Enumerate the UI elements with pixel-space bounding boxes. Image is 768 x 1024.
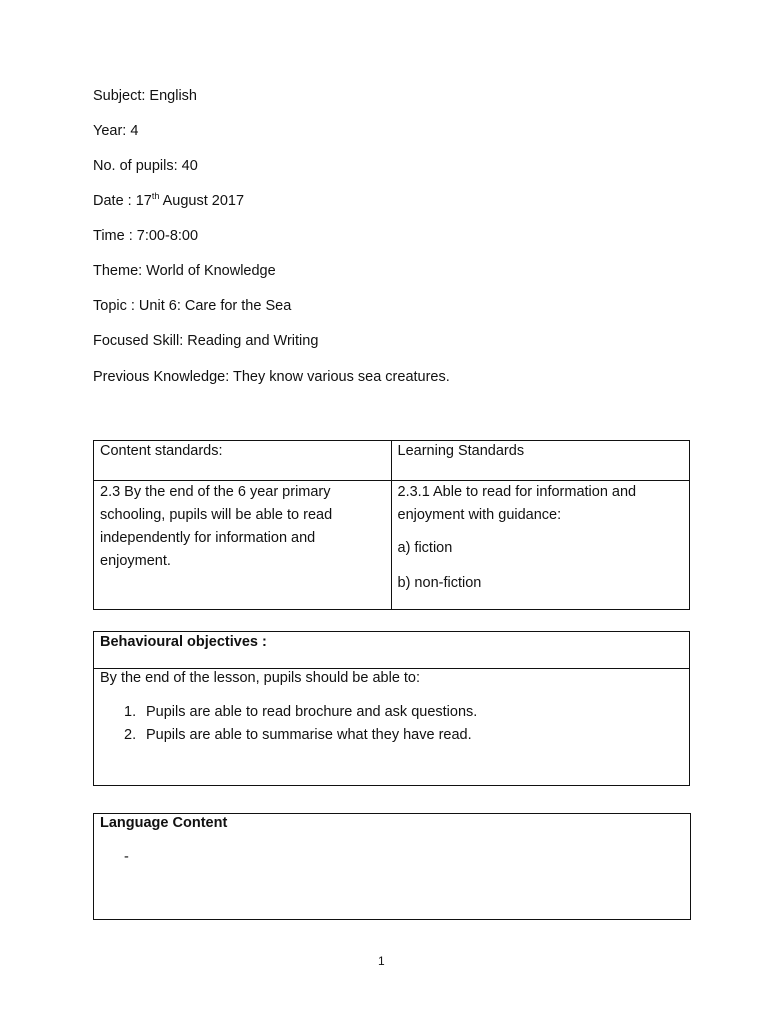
objectives-body-row — [94, 669, 690, 786]
content-standards-header: Content standards: — [94, 441, 392, 481]
standards-header-row — [94, 441, 690, 481]
objectives-body — [94, 669, 690, 786]
list-item: 2. Pupils are able to summarise what they have read. — [124, 727, 472, 743]
objectives-intro: By the end of the lesson, pupils should be able to: — [100, 670, 421, 686]
content-standards-cell — [94, 481, 392, 610]
previous-knowledge-line: Previous Knowledge: They know various sea creatures. — [93, 369, 450, 385]
objectives-header-row — [94, 632, 690, 669]
date-line — [93, 192, 244, 210]
language-content-item: - — [124, 849, 129, 865]
learning-standards-header: Learning Standards — [391, 441, 689, 481]
date-suffix: August 2017 — [159, 193, 245, 209]
objectives-header: Behavioural objectives : — [94, 632, 690, 669]
standards-table — [93, 440, 690, 610]
objectives-list — [100, 701, 683, 747]
year-line: Year: 4 — [93, 123, 139, 139]
focused-skill-line: Focused Skill: Reading and Writing — [93, 333, 319, 349]
language-content-row — [94, 814, 691, 920]
topic-line: Topic : Unit 6: Care for the Sea — [93, 298, 292, 314]
page-number: 1 — [378, 954, 385, 968]
time-line: Time : 7:00-8:00 — [93, 228, 199, 244]
list-item: 1. Pupils are able to read brochure and ask questions. — [124, 704, 478, 720]
learning-item-fiction: a) fiction — [397, 540, 453, 556]
standards-body-row — [94, 481, 690, 610]
objectives-table — [93, 631, 690, 786]
language-content-cell — [94, 814, 691, 920]
date-superscript: th — [151, 191, 160, 202]
date-prefix: Date : 17 — [93, 193, 152, 209]
theme-line: Theme: World of Knowledge — [93, 263, 276, 279]
learning-standards-cell — [391, 481, 689, 610]
language-content-header: Language Content — [100, 815, 228, 831]
subject-line: Subject: English — [93, 88, 197, 104]
learning-standards-text: 2.3.1 Able to read for information and enjoyment with guidance: — [397, 484, 637, 523]
learning-item-non-fiction: b) non-fiction — [397, 575, 482, 591]
pupils-line: No. of pupils: 40 — [93, 158, 198, 174]
content-standards-text: 2.3 By the end of the 6 year primary schooling, pupils will be able to read independently for information and enjoyment. — [100, 484, 333, 569]
language-content-table — [93, 813, 691, 920]
